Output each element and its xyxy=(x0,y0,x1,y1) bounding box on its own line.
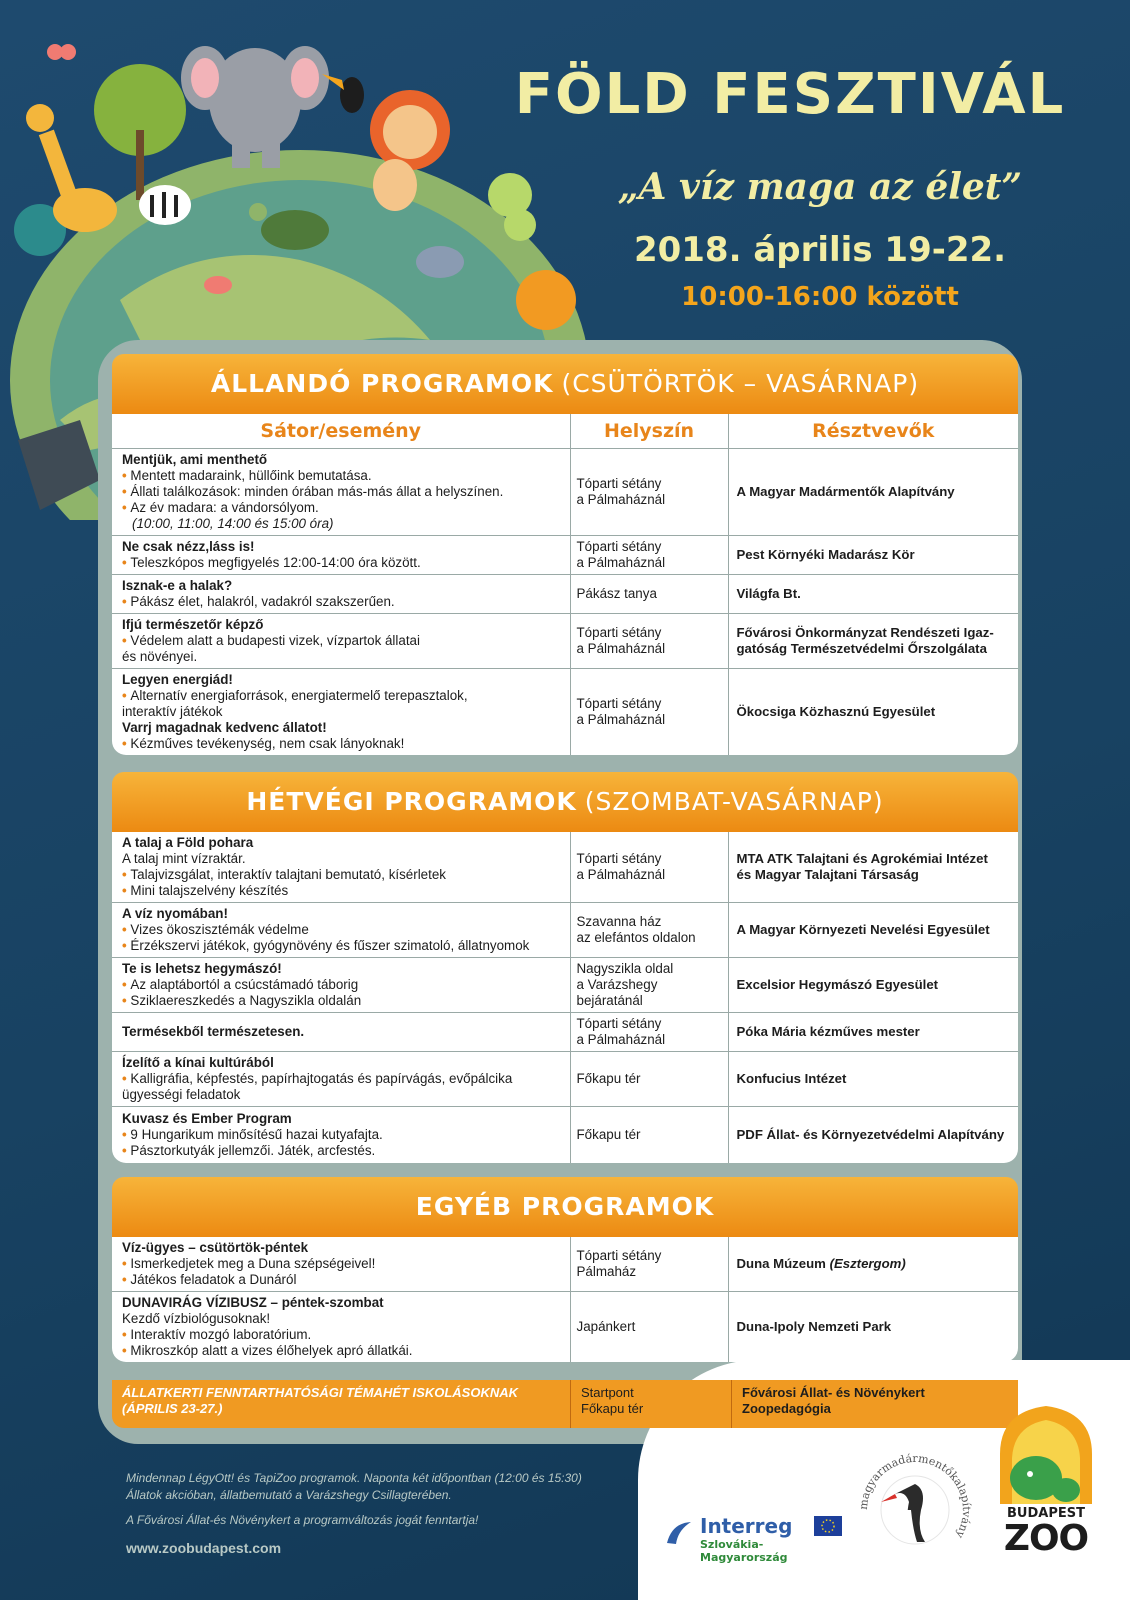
elephant-arch-icon xyxy=(990,1404,1102,1508)
bullet-line: • Az év madara: a vándorsólyom. xyxy=(122,500,562,516)
participant-name: Konfucius Intézet xyxy=(736,1071,847,1086)
event-title: Ízelítő a kínai kultúrából xyxy=(122,1055,274,1070)
participant-name: A Magyar Madármentők Alapítvány xyxy=(736,484,955,499)
participant-name: A Magyar Környezeti Nevelési Egyesület xyxy=(736,922,990,937)
participant-cell xyxy=(728,1237,1018,1292)
event-title: A talaj a Föld pohara xyxy=(122,835,254,850)
table-hetvegi xyxy=(112,832,1018,1163)
place-cell: Tóparti sétány Pálmaház xyxy=(570,1237,728,1292)
table-egyeb xyxy=(112,1237,1018,1362)
participant-name: PDF Állat- és Környezetvédelmi Alapítvány xyxy=(736,1126,1005,1142)
section-allando xyxy=(112,354,1018,755)
section-header-egyeb xyxy=(112,1177,1018,1237)
event-title: Isznak-e a halak? xyxy=(122,578,233,593)
section-days: (CSÜTÖRTÖK – VASÁRNAP) xyxy=(561,369,920,398)
budapest-zoo-logo xyxy=(990,1404,1102,1560)
bullet-line: • Érzékszervi játékok, gyógynövény és fűszer szimatoló, állatnyomok xyxy=(122,938,562,954)
event-cell xyxy=(112,1292,570,1363)
table-row xyxy=(112,614,1018,669)
school-week-place: Startpont Főkapu tér xyxy=(571,1380,732,1428)
place-cell: Tóparti sétány a Pálmaháznál xyxy=(570,669,728,756)
bullet-line: • 9 Hungarikum minősítésű hazai kutyafajta. xyxy=(122,1127,562,1143)
table-row xyxy=(112,449,1018,536)
table-allando xyxy=(112,414,1018,755)
place-cell: Főkapu tér xyxy=(570,1107,728,1163)
footer-line-3: A Fővárosi Állat-és Növénykert a programváltozás jogát fenntartja! xyxy=(126,1513,479,1527)
event-title: Víz-ügyes – csütörtök-péntek xyxy=(122,1240,309,1255)
event-cell xyxy=(112,1107,570,1163)
participant-name: Póka Mária kézműves mester xyxy=(736,1024,920,1039)
table-row xyxy=(112,536,1018,575)
bullet-line: • Sziklaereszkedés a Nagyszikla oldalán xyxy=(122,993,562,1009)
participant-cell xyxy=(728,903,1018,958)
column-header-place: Helyszín xyxy=(570,414,728,449)
footer-line-1: Mindennap LégyOtt! és TapiZoo programok. Naponta két időpontban (12:00 és 15:30) xyxy=(126,1471,582,1485)
event-cell xyxy=(112,1052,570,1107)
section-egyeb xyxy=(112,1177,1018,1362)
bullet-line: • Mini talajszelvény készítés xyxy=(122,883,562,899)
participant-cell xyxy=(728,1292,1018,1363)
place-cell: Pákász tanya xyxy=(570,575,728,614)
table-row xyxy=(112,1013,1018,1052)
place-cell: Japánkert xyxy=(570,1292,728,1363)
section-hetvegi xyxy=(112,772,1018,1163)
event-title: Te is lehetsz hegymászó! xyxy=(122,961,282,976)
participant-name: Ökocsiga Közhasznú Egyesület xyxy=(736,704,936,719)
event-cell xyxy=(112,575,570,614)
section-title: EGYÉB PROGRAMOK xyxy=(415,1192,715,1221)
event-text: A talaj mint vízraktár. xyxy=(122,851,246,866)
section-title: HÉTVÉGI PROGRAMOK xyxy=(246,787,577,816)
column-header-event: Sátor/esemény xyxy=(112,414,570,449)
participant-name: Fővárosi Önkormányzat Rendészeti Igaz- gatóság Természetvédelmi Őrszolgálata xyxy=(736,625,994,656)
event-title: Ifjú természetőr képző xyxy=(122,617,264,632)
event-cell xyxy=(112,614,570,669)
interreg-logo xyxy=(664,1514,844,1564)
table-row xyxy=(112,1237,1018,1292)
festival-time: 10:00-16:00 között xyxy=(681,282,959,312)
participant-name: Duna-Ipoly Nemzeti Park xyxy=(736,1319,892,1334)
madarmentok-text: magyarmadármentőkalapítvány xyxy=(856,1451,974,1541)
event-title: Mentjük, ami menthető xyxy=(122,452,268,467)
school-week-text: ÁLLATKERTI FENNTARTHATÓSÁGI TÉMAHÉT ISKOLÁSOKNAK (ÁPRILIS 23-27.) xyxy=(112,1380,571,1428)
bullet-line: • Pákász élet, halakról, vadakról szakszerűen. xyxy=(122,594,562,610)
event-cell xyxy=(112,958,570,1013)
section-title: ÁLLANDÓ PROGRAMOK xyxy=(210,369,554,398)
table-row xyxy=(112,575,1018,614)
event-cell xyxy=(112,669,570,756)
place-cell: Tóparti sétány a Pálmaháznál xyxy=(570,449,728,536)
participant-cell xyxy=(728,575,1018,614)
bullet-line: • Pásztorkutyák jellemzői. Játék, arcfestés. xyxy=(122,1143,562,1159)
participant-cell xyxy=(728,449,1018,536)
participant-location: (Esztergom) xyxy=(829,1256,906,1271)
event-text: Kezdő vízbiológusoknak! xyxy=(122,1311,271,1326)
bullet-line: • Alternatív energiaforrások, energiatermelő terepasztalok, interaktív játékok xyxy=(122,688,562,720)
participant-cell xyxy=(728,958,1018,1013)
table-row xyxy=(112,1292,1018,1363)
participant-name: Excelsior Hegymászó Egyesület xyxy=(736,977,939,992)
bullet-line: • Mentett madaraink, hüllőink bemutatása. xyxy=(122,468,562,484)
event-cell xyxy=(112,536,570,575)
school-week-org: Fővárosi Állat- és Növénykert Zoopedagógia xyxy=(742,1385,925,1416)
table-row xyxy=(112,903,1018,958)
participant-name: Duna Múzeum xyxy=(736,1256,826,1271)
event-title: Legyen energiád! xyxy=(122,672,233,687)
participant-cell xyxy=(728,832,1018,903)
place-cell: Tóparti sétány a Pálmaháznál xyxy=(570,1013,728,1052)
place-cell: Szavanna ház az elefántos oldalon xyxy=(570,903,728,958)
bullet-line: • Talajvizsgálat, interaktív talajtani bemutató, kísérletek xyxy=(122,867,562,883)
website-link[interactable]: www.zoobudapest.com xyxy=(126,1540,282,1556)
festival-subtitle: „A víz maga az élet” xyxy=(617,166,1023,208)
event-note: (10:00, 11:00, 14:00 és 15:00 óra) xyxy=(132,516,334,531)
bullet-line: • Játékos feladatok a Dunáról xyxy=(122,1272,562,1288)
event-title: Kuvasz és Ember Program xyxy=(122,1110,292,1126)
event-title: Varrj magadnak kedvenc állatot! xyxy=(122,720,327,735)
bullet-line: • Mikroszkóp alatt a vizes élőhelyek apró állatkái. xyxy=(122,1343,562,1359)
participant-cell xyxy=(728,1107,1018,1163)
section-header-allando xyxy=(112,354,1018,414)
section-header-hetvegi xyxy=(112,772,1018,832)
table-row xyxy=(112,1052,1018,1107)
event-cell xyxy=(112,903,570,958)
section-days: (SZOMBAT-VASÁRNAP) xyxy=(584,787,884,816)
event-title: A víz nyomában! xyxy=(122,906,228,921)
bullet-line: • Vizes ökoszisztémák védelme xyxy=(122,922,562,938)
event-cell xyxy=(112,1013,570,1052)
column-header-participants: Résztvevők xyxy=(728,414,1018,449)
place-cell: Tóparti sétány a Pálmaháznál xyxy=(570,832,728,903)
event-title: Ne csak nézz,láss is! xyxy=(122,539,255,554)
bullet-line: • Védelem alatt a budapesti vizek, vízpartok állatai és növényei. xyxy=(122,633,562,665)
participant-cell xyxy=(728,1013,1018,1052)
school-week-bar xyxy=(112,1380,1018,1428)
table-row xyxy=(112,832,1018,903)
participant-cell xyxy=(728,669,1018,756)
festival-date: 2018. április 19-22. xyxy=(633,230,1007,270)
bullet-line: • Interaktív mozgó laboratórium. xyxy=(122,1327,562,1343)
participant-name: Pest Környéki Madarász Kör xyxy=(736,547,915,562)
event-title: DUNAVIRÁG VÍZIBUSZ – péntek-szombat xyxy=(122,1295,384,1310)
bullet-line: • Ismerkedjetek meg a Duna szépségeivel! xyxy=(122,1256,562,1272)
place-cell: Főkapu tér xyxy=(570,1052,728,1107)
event-cell xyxy=(112,1237,570,1292)
place-cell: Tóparti sétány a Pálmaháznál xyxy=(570,536,728,575)
table-row xyxy=(112,1107,1018,1163)
zoo-city: BUDAPEST xyxy=(1007,1506,1085,1521)
participant-name: MTA ATK Talajtani és Agrokémiai Intézet és Magyar Talajtani Társaság xyxy=(736,851,988,882)
interreg-subtitle: Szlovákia-Magyarország xyxy=(700,1538,788,1564)
bullet-line: • Kalligráfia, képfestés, papírhajtogatás és papírvágás, evőpálcika ügyességi feladatok xyxy=(122,1071,562,1103)
event-title: Termésekből természetesen. xyxy=(122,1024,305,1039)
place-cell: Tóparti sétány a Pálmaháznál xyxy=(570,614,728,669)
bullet-line: • Kézműves tevékenység, nem csak lányoknak! xyxy=(122,736,562,752)
footer-line-2: Állatok akcióban, állatbemutató a Varázshegy Csillagterében. xyxy=(126,1488,452,1502)
zoo-word: ZOO xyxy=(1003,1518,1089,1559)
place-cell: Nagyszikla oldal a Varázshegy bejáratánál xyxy=(570,958,728,1013)
table-row xyxy=(112,958,1018,1013)
interreg-name: Interreg xyxy=(700,1514,793,1538)
table-row xyxy=(112,669,1018,756)
event-cell xyxy=(112,832,570,903)
participant-cell xyxy=(728,536,1018,575)
bullet-line: • Az alaptábortól a csúcstámadó táborig xyxy=(122,977,562,993)
event-cell xyxy=(112,449,570,536)
bullet-line: • Állati találkozások: minden órában más-más állat a helyszínen. xyxy=(122,484,562,500)
eu-flag-icon xyxy=(814,1516,842,1536)
participant-cell xyxy=(728,614,1018,669)
participant-name: Világfa Bt. xyxy=(736,586,801,601)
madarmentok-logo xyxy=(855,1450,975,1570)
bullet-line: • Teleszkópos megfigyelés 12:00-14:00 óra között. xyxy=(122,555,562,571)
footer-notes xyxy=(126,1470,646,1529)
interreg-icon xyxy=(664,1518,694,1548)
stork-icon xyxy=(855,1450,975,1570)
festival-title: FÖLD FESZTIVÁL xyxy=(514,62,1066,127)
participant-cell xyxy=(728,1052,1018,1107)
